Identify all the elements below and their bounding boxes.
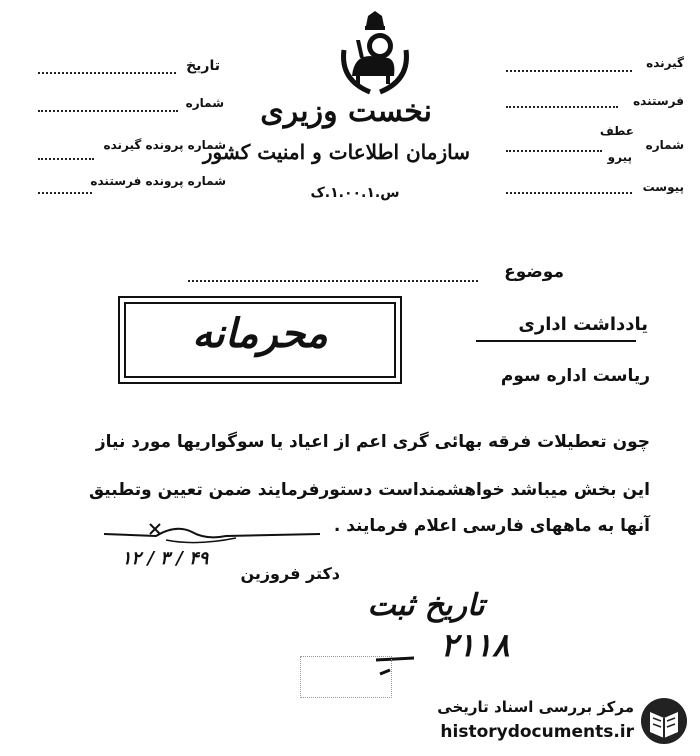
attachment-field-line [506, 192, 632, 194]
book-logo-icon [638, 696, 690, 746]
confidential-stamp-text: محرمانه [192, 310, 328, 357]
handwritten-number: ۲۱۱۸ [440, 626, 510, 664]
addressee: ریاست اداره سوم [500, 366, 650, 386]
end-of-text-scribble [96, 518, 326, 552]
receiver-label: گیرنده [646, 56, 684, 70]
office-title: نخست وزیری [260, 94, 432, 129]
body-line-3: آنها به ماههای فارسی اعلام فرمایند . [333, 516, 650, 536]
signature-name: دکتر فروزین [240, 564, 340, 583]
number-ref-field-line [506, 150, 602, 152]
number-label: شماره [185, 96, 224, 110]
confidential-stamp [118, 296, 402, 384]
subject-label: موضوع [504, 262, 564, 282]
receiver-file-number-label: شماره پرونده گیرنده [103, 138, 226, 152]
watermark [410, 694, 694, 750]
date-label: تاریخ [186, 58, 220, 74]
lion-and-sun-emblem [330, 10, 420, 100]
sender-file-number-label: شماره پرونده فرستنده [90, 174, 226, 188]
body-line-1: چون تعطیلات فرقه بهائی گری اعم از اعیاد یا سوگواریها مورد نیاز [95, 432, 650, 452]
reference-code: س.۱.۰۰.۱.ک [310, 185, 400, 201]
date-field-line [38, 72, 176, 74]
sender-field-line [506, 106, 618, 108]
follow-up-label: پیرو [607, 150, 632, 164]
receiver-field-line [506, 70, 632, 72]
memo-title-underline [476, 340, 636, 342]
watermark-title: مرکز بررسی اسناد تاریخی [437, 698, 634, 716]
subject-field-line [188, 280, 478, 282]
memo-title: یادداشت اداری [518, 314, 648, 335]
sender-file-number-line [38, 192, 92, 194]
faint-receipt-box [300, 656, 392, 698]
signature-date: ۱۲ / ۳ / ۴۹ [121, 548, 209, 569]
number-field-line [38, 110, 178, 112]
number-ref-label: شماره [645, 138, 684, 152]
reference-label: عطف [599, 124, 634, 138]
attachment-label: پیوست [642, 180, 684, 194]
sender-label: فرستنده [633, 94, 684, 108]
body-line-2: این بخش میباشد خواهشمنداست دستورفرمایند ضمن تعیین وتطبیق [88, 480, 650, 500]
organization-name: سازمان اطلاعات و امنیت کشور [202, 140, 470, 164]
handwritten-note: تاریخ ثبت [367, 588, 485, 623]
watermark-url: historydocuments.ir [440, 722, 634, 742]
receiver-file-number-line [38, 158, 94, 160]
